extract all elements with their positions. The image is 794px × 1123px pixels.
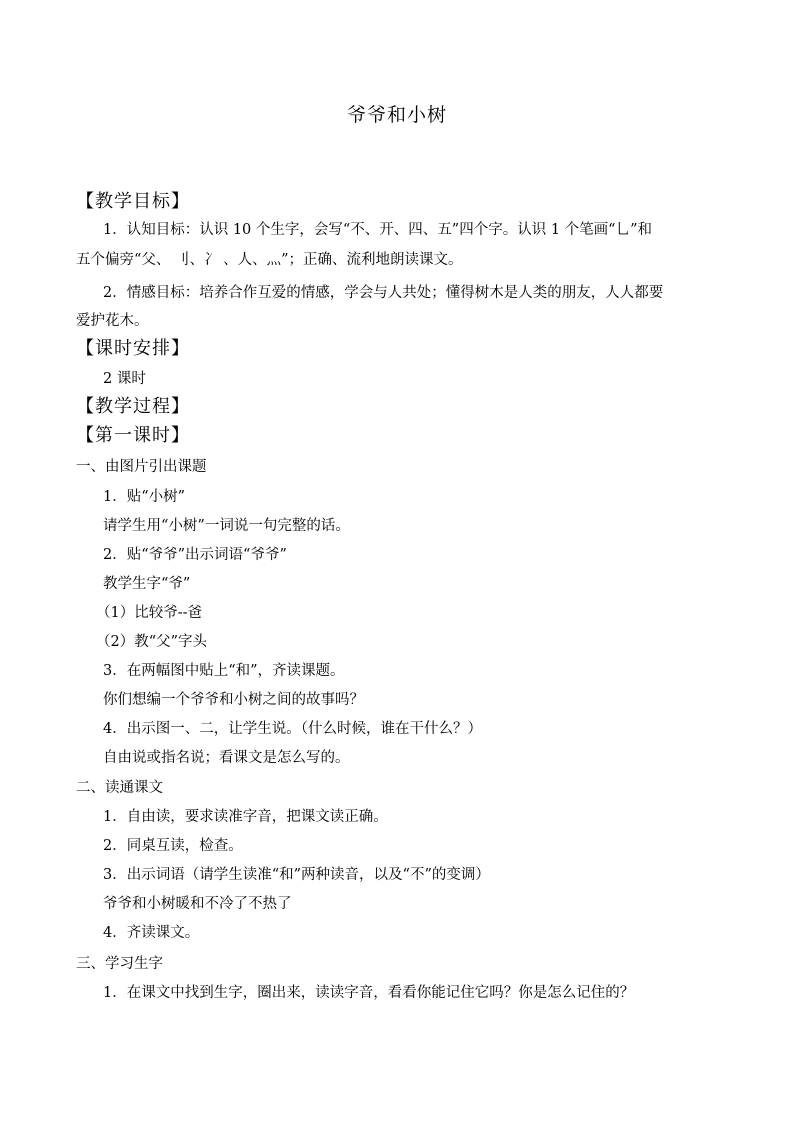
part-1-item: 请学生用“小树”一词说一句完整的话。 [103, 518, 350, 534]
lesson-1-heading: 【第一课时】 [76, 425, 190, 446]
part-1-item: 1．贴“小树” [103, 489, 186, 505]
schedule-heading: 【课时安排】 [76, 338, 190, 359]
part-1-item: （1）比较爷--爸 [96, 605, 203, 621]
part-1-heading: 一、由图片引出课题 [76, 459, 207, 475]
process-heading: 【教学过程】 [76, 396, 190, 417]
goal-2-line-2: 爱护花木。 [76, 313, 149, 329]
part-2-item: 1．自由读，要求读准字音，把课文读正确。 [103, 809, 388, 825]
part-1-item: 自由说或指名说；看课文是怎么写的。 [103, 750, 350, 766]
part-1-item: 教学生字“爷” [103, 576, 191, 592]
part-1-item: 4．出示图一、二，让学生说。（什么时候，谁在干什么？） [103, 721, 482, 737]
document-title: 爷爷和小树 [346, 104, 447, 126]
part-3-heading: 三、学习生字 [76, 956, 163, 972]
goal-1-line-1: 1．认知目标：认识 10 个生字，会写“不、开、四、五”四个字。认识 1 个笔画“乚”和 [103, 222, 652, 238]
part-1-item: （2）教“父”字头 [96, 634, 208, 650]
goal-1-line-2: 五个偏旁“父、 刂、冫 、人、灬”；正确、流利地朗读课文。 [76, 252, 463, 268]
part-2-item: 爷爷和小树暖和不冷了不热了 [103, 896, 292, 912]
part-1-item: 3．在两幅图中贴上“和”，齐读课题。 [103, 663, 345, 679]
part-1-item: 你们想编一个爷爷和小树之间的故事吗？ [103, 692, 364, 708]
part-2-item: 3．出示词语（请学生读准“和”两种读音，以及“不”的变调） [103, 867, 490, 883]
goal-2-line-1: 2．情感目标：培养合作互爱的情感，学会与人共处；懂得树木是人类的朋友，人人都要 [103, 285, 664, 301]
goals-heading: 【教学目标】 [76, 191, 190, 212]
part-1-item: 2．贴“爷爷”出示词语“爷爷” [103, 547, 287, 563]
part-2-item: 4．齐读课文。 [103, 925, 200, 941]
schedule-value: 2 课时 [103, 371, 146, 387]
part-3-item: 1．在课文中找到生字，圈出来，读读字音，看看你能记住它吗？你是怎么记住的？ [103, 985, 635, 1001]
part-2-item: 2．同桌互读，检查。 [103, 838, 243, 854]
part-2-heading: 二、读通课文 [76, 780, 163, 796]
